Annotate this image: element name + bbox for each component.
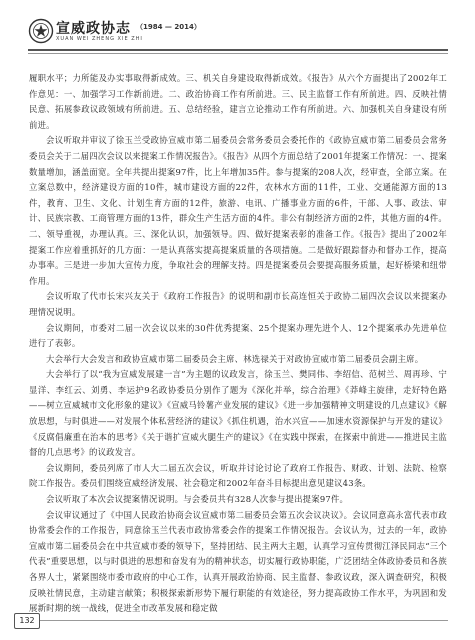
header-rule-thin bbox=[28, 53, 448, 54]
paragraph: 会议听取了代市长宋兴友关于《政府工作报告》的说明和副市长高连恒关于政协二届四次会议以来提案办理情况说明。 bbox=[29, 291, 447, 317]
body-text bbox=[29, 71, 447, 617]
paragraph: 履职水平；力所能及办实事取得新成效。三、机关自身建设取得新成效。《报告》从六个方面提出了2002年工作意见：一、加强学习工作新前进。二、政治协商工作有所前进。三、民主监督工作有所前进。四、反映社情民意、拓展参政议政领域有所前进。五、总结经验，建言立论推动工作有所前进。六、加强机关自身建设有所前进。 bbox=[29, 73, 447, 130]
paragraph: 会议听取并审议了徐玉兰受政协宣威市第二届委员会常务委员会委托作的《政协宣威市第二届委员会常务委员会关于二届四次会议以来提案工作情况报告》。《报告》从四个方面总结了2001年提案工作情况：一、提案数量增加，涵盖面宽。全年共提出提案97件，比上年增加35件。参与提案的208人次，经审查，全部立案。在立案总数中，经济建设方面的10件，城市建设方面的22件，农林水方面的11件，工业、交通能源方面的13件，教育、卫生、文化、计划生育方面的12件，旅游、电讯、广播事业方面的6件，干部、人事、政法、审计、民族宗教、工商管理方面的13件，群众生产生活方面的4件。非公有制经济方面的2件，其他方面的4件。二、领导重视，办理认真。三、深化认识，加强领导。四、做好提案表彰的准备工作。《报告》提出了2002年提案工作应着重抓好的几方面：一是认真落实提高提案质量的各项措施。二是做好跟踪督办和督办工作，提高办事率。三是进一步加大宣传力度，争取社会的理解支持。四是提案委员会要提高服务质量，起好桥梁和纽带作用。 bbox=[29, 135, 447, 286]
paragraph: 会议听取了本次会议提案情况说明。与会委员共有328人次参与提出提案97件。 bbox=[46, 494, 349, 505]
paragraph: 会议审议通过了《中国人民政治协商会议宣威市第二届委员会第五次会议决议》。会议同意高永富代表市政协常委会作的工作报告，同意徐玉兰代表市政协常委会作的提案工作情况报告。会议认为，过去的一年，政协宣威市第二届委员会在中共宣威市委的领导下，坚持团结、民主两大主题，认真学习宣传贯彻江泽民同志“三个代表”重要思想，以与时俱进的思想和奋发有为的精神状态，切实履行政协职能，广泛团结全体政协委员和各族各界人士，紧紧围绕市委市政府的中心工作，认真开展政治协商、民主监督、参政议政，深入调查研究，积极反映社情民意，主动建言献策；积极探索新形势下履行职能的有效途径，努力提高政协工作水平，为巩固和发展新时期的统一战线，促进全市改革发展和稳定做 bbox=[29, 509, 447, 614]
paragraph: 大会举行大会发言和政协宣威市第二届委员会主席、林选禄关于对政协宣威市第二届委员会副主席。 bbox=[46, 353, 424, 364]
cppcc-emblem-icon bbox=[28, 18, 54, 44]
paragraph: 大会举行了以“我为宣威发展建一言”为主题的议政发言，徐玉兰、樊同伟、李绍信、范树兰、周再珍、宁显洋、李红云、刘勇、李运护9名政协委员分别作了题为《深化并举，综合治理》《莽峰主旋律，走好特色路——树立宣威城市文化形象的建议》《宣威马铃薯产业发展的建议》《进一步加强精神文明建设的几点建议》《解放思想，与时俱进——对发展个体私营经济的建议》《抓住机遇，治水兴宣——加速水资源保护与开发的建议》《反腐倡廉重在治本的思考》《关于谐扩宣威火腿生产的建议》《在实践中探索，在探索中前进——推进民主监督的几点思考》的议政发言。 bbox=[29, 369, 447, 458]
book-subtitle-pinyin: XUAN WEI ZHENG XIE ZHI bbox=[56, 36, 143, 42]
book-title: 宣威政协志 bbox=[56, 21, 131, 37]
page-header bbox=[28, 14, 448, 58]
book-years: （1984 — 2014） bbox=[136, 23, 201, 31]
paragraph: 会议期间，委员列席了市人大二届五次会议，听取并讨论讨论了政府工作报告、财政、计划、法院、检察院工作报告。委员们围绕宣威经济发展、社会稳定和2002年奋斗目标提出意见建议43条。 bbox=[29, 462, 447, 489]
page-number: 132 bbox=[14, 613, 40, 629]
header-rule-thick bbox=[28, 49, 448, 51]
footer-rule bbox=[38, 620, 448, 621]
paragraph: 会议期间，市委对二届一次会议以来的30件优秀提案、25个提案办理先进个人、12个提案承办先进单位进行了表彰。 bbox=[29, 322, 447, 349]
